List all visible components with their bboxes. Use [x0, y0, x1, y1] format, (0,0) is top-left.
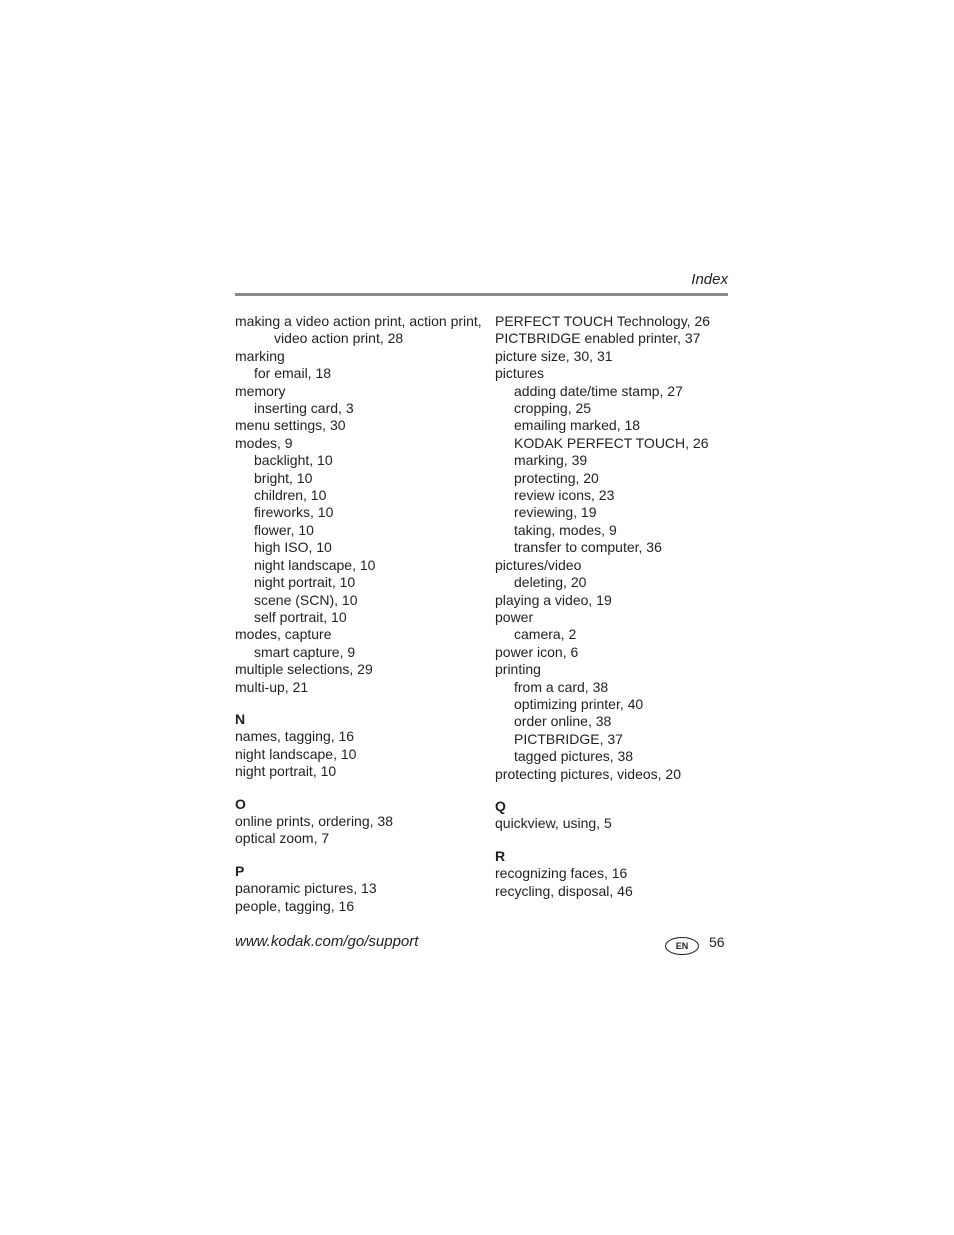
- index-entry: printing: [495, 661, 541, 678]
- support-url[interactable]: www.kodak.com/go/support: [235, 933, 419, 950]
- index-entry: names, tagging, 16: [235, 728, 355, 745]
- index-subentry: review icons, 23: [514, 487, 615, 504]
- index-subentry: tagged pictures, 38: [514, 748, 634, 765]
- index-subentry: PICTBRIDGE, 37: [514, 730, 623, 747]
- index-entry: menu settings, 30: [235, 417, 346, 434]
- index-entry: pictures: [495, 365, 545, 382]
- index-entry: multi-up, 21: [235, 678, 309, 695]
- index-subentry: self portrait, 10: [254, 608, 347, 625]
- index-left-column: [235, 313, 485, 915]
- index-entry: online prints, ordering, 38: [235, 812, 393, 829]
- index-entry: modes, capture: [235, 626, 332, 643]
- index-entry: panoramic pictures, 13: [235, 880, 377, 897]
- index-entry: recognizing faces, 16: [495, 865, 628, 882]
- index-section-letter: N: [235, 710, 246, 727]
- index-subentry: reviewing, 19: [514, 504, 597, 521]
- page-number: 56: [709, 934, 725, 950]
- index-entry: modes, 9: [235, 434, 293, 451]
- index-subentry: deleting, 20: [514, 574, 587, 591]
- index-entry: making a video action print, action print,: [235, 313, 482, 329]
- index-subentry: bright, 10: [254, 469, 313, 486]
- index-entry: multiple selections, 29: [235, 661, 373, 678]
- index-section-letter: R: [495, 847, 506, 864]
- index-entry: marking: [235, 347, 285, 364]
- index-section-letter: O: [235, 795, 246, 812]
- index-entry: recycling, disposal, 46: [495, 882, 633, 899]
- index-entry: PERFECT TOUCH Technology, 26: [495, 313, 711, 329]
- index-subentry: emailing marked, 18: [514, 417, 641, 434]
- index-subentry: cropping, 25: [514, 400, 592, 417]
- index-subentry: adding date/time stamp, 27: [514, 382, 683, 399]
- index-subentry: protecting, 20: [514, 469, 599, 486]
- index-entry: pictures/video: [495, 556, 582, 573]
- index-subentry: camera, 2: [514, 626, 577, 643]
- index-subentry: inserting card, 3: [254, 400, 354, 417]
- index-subentry: for email, 18: [254, 365, 332, 382]
- index-entry: night landscape, 10: [235, 745, 357, 762]
- index-entry: power icon, 6: [495, 643, 579, 660]
- index-subentry: optimizing printer, 40: [514, 695, 644, 712]
- index-subentry: from a card, 38: [514, 678, 609, 695]
- index-section-letter: P: [235, 862, 245, 879]
- index-subentry: flower, 10: [254, 521, 314, 538]
- index-entry: night portrait, 10: [235, 763, 337, 780]
- index-entry: power: [495, 608, 534, 625]
- index-subentry: night portrait, 10: [254, 574, 356, 591]
- index-subentry: scene (SCN), 10: [254, 591, 358, 608]
- index-entry: picture size, 30, 31: [495, 347, 613, 364]
- index-entry: people, tagging, 16: [235, 897, 355, 914]
- header-rule: [235, 293, 728, 296]
- index-entry: memory: [235, 382, 286, 399]
- language-badge: EN: [665, 937, 699, 955]
- running-header-title: Index: [691, 271, 728, 288]
- index-entry: optical zoom, 7: [235, 830, 330, 847]
- index-entry: PICTBRIDGE enabled printer, 37: [495, 330, 701, 347]
- index-subentry: KODAK PERFECT TOUCH, 26: [514, 434, 709, 451]
- index-entry: quickview, using, 5: [495, 815, 612, 832]
- index-subentry: fireworks, 10: [254, 504, 334, 521]
- index-subentry: taking, modes, 9: [514, 521, 617, 538]
- index-entry: playing a video, 19: [495, 591, 612, 608]
- index-subentry: children, 10: [254, 487, 327, 504]
- index-subentry: video action print, 28: [274, 330, 404, 347]
- index-subentry: transfer to computer, 36: [514, 539, 662, 556]
- index-subentry: smart capture, 9: [254, 643, 356, 660]
- index-section-letter: Q: [495, 797, 506, 814]
- index-right-column: [495, 313, 735, 900]
- index-subentry: night landscape, 10: [254, 556, 376, 573]
- index-subentry: marking, 39: [514, 452, 588, 469]
- index-entry: protecting pictures, videos, 20: [495, 765, 681, 782]
- index-subentry: backlight, 10: [254, 452, 333, 469]
- index-subentry: order online, 38: [514, 713, 612, 730]
- index-subentry: high ISO, 10: [254, 539, 332, 556]
